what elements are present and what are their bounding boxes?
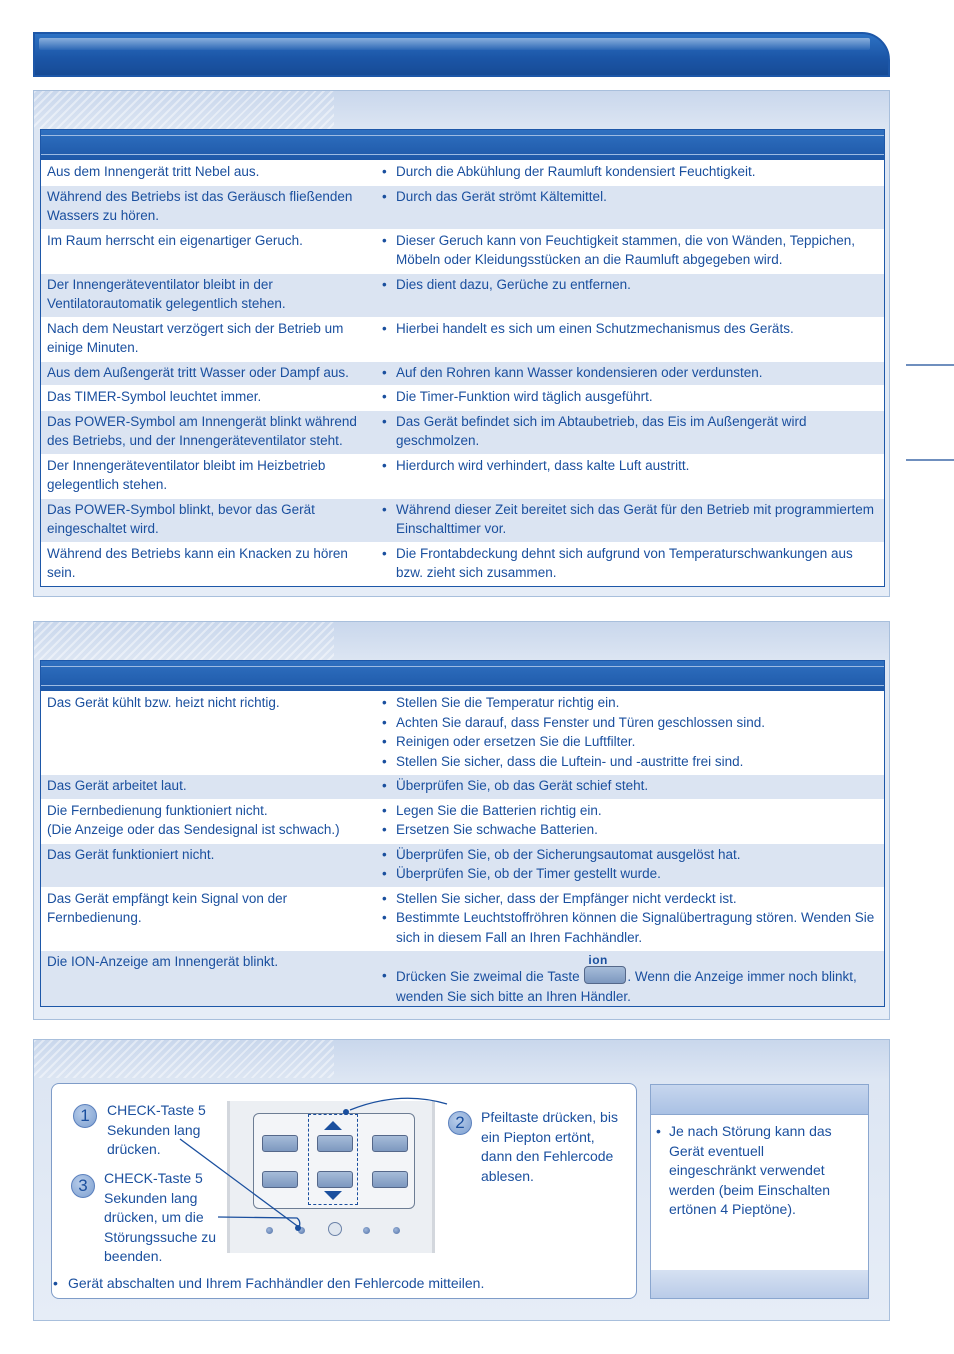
bullet: •: [382, 910, 387, 925]
issue-text: Das TIMER-Symbol leuchtet immer.: [47, 389, 262, 404]
issue-text: Das Gerät kühlt bzw. heizt nicht richtig.: [47, 695, 280, 710]
issue-text: Das POWER-Symbol am Innengerät blinkt während des Betriebs, und der Innengeräteventilator steht.: [47, 413, 357, 448]
bullet: •: [382, 714, 387, 730]
bullet: •: [382, 457, 387, 473]
step-number-1: 1: [73, 1104, 97, 1128]
issue-text: Im Raum herrscht ein eigenartiger Geruch.: [47, 232, 303, 248]
footer-note: Gerät abschalten und Ihrem Fachhändler den Fehlercode mitteilen.: [68, 1275, 485, 1291]
bullet: •: [382, 364, 387, 380]
issue-text: Aus dem Innengerät tritt Nebel aus.: [47, 164, 260, 179]
bullet: •: [382, 232, 387, 248]
side-note-text: Je nach Störung kann das Gerät eventuell eingeschränkt verwendet werden (beim Einschalten ertönen 4 Pieptöne).: [669, 1123, 832, 1217]
step3-text: CHECK-Taste 5 Sekunden lang drücken, um die Störungssuche zu beenden.: [104, 1170, 217, 1264]
issue-text: (Die Anzeige oder das Sendesignal ist schwach.): [47, 822, 340, 837]
bullet: •: [382, 695, 387, 710]
step-number-2: 2: [448, 1111, 472, 1135]
cause-text: Drücken Sie zweimal die Taste ion . Wenn die Anzeige immer noch blinkt, wenden Sie sich bitte an Ihren Händler.: [396, 953, 857, 1004]
cause-text: Die Frontabdeckung dehnt sich aufgrund von Temperaturschwankungen aus bzw. zieht sich zusammen.: [396, 545, 853, 580]
cause-text: Stellen Sie die Temperatur richtig ein.: [396, 695, 620, 710]
cause-text: Durch die Abkühlung der Raumluft kondensiert Feuchtigkeit.: [396, 164, 756, 179]
step2-text: Pfeiltaste drücken, bis ein Piepton ertönt, dann den Fehlercode ablesen.: [481, 1109, 618, 1184]
bullet: •: [382, 866, 387, 881]
cause-text: Stellen Sie sicher, dass die Luftein- und -austritte frei sind.: [396, 753, 744, 769]
bullet: •: [382, 320, 387, 336]
cause-text: Überprüfen Sie, ob der Sicherungsautomat ausgelöst hat.: [396, 846, 741, 862]
issue-text: Das POWER-Symbol blinkt, bevor das Gerät eingeschaltet wird.: [47, 501, 315, 536]
cause-text: Achten Sie darauf, dass Fenster und Türen geschlossen sind.: [396, 714, 765, 730]
bullet: •: [382, 968, 387, 983]
footer-bullet: •: [53, 1275, 58, 1291]
issue-text: Der Innengeräteventilator bleibt in der Ventilatorautomatik gelegentlich stehen.: [47, 276, 286, 311]
issue-text: Das Gerät arbeitet laut.: [47, 778, 187, 793]
cause-text: Dieser Geruch kann von Feuchtigkeit stammen, die von Wänden, Teppichen, Möbeln oder Kleidungsstücken an die Raumluft abgegeben wird.: [396, 232, 855, 267]
cause-text: Reinigen oder ersetzen Sie die Luftfilter.: [396, 734, 636, 749]
issue-text: Während des Betriebs kann ein Knacken zu hören sein.: [47, 545, 348, 580]
bullet: •: [382, 389, 387, 404]
step1-text: CHECK-Taste 5 Sekunden lang drücken.: [107, 1102, 206, 1157]
cause-text: Überprüfen Sie, ob der Timer gestellt wurde.: [396, 866, 661, 881]
issue-text: Die Fernbedienung funktioniert nicht.: [47, 802, 268, 818]
side-note-header: [651, 1085, 868, 1115]
bullet: •: [382, 778, 387, 793]
cause-text: Die Timer-Funktion wird täglich ausgeführt.: [396, 389, 653, 404]
side-note-bullet: •: [656, 1123, 661, 1139]
bullet: •: [382, 890, 387, 906]
issue-text: Während des Betriebs ist das Geräusch fließenden Wassers zu hören.: [47, 188, 353, 223]
bullet: •: [382, 501, 387, 517]
cause-text: Legen Sie die Batterien richtig ein.: [396, 802, 602, 818]
cause-text: Ersetzen Sie schwache Batterien.: [396, 822, 598, 837]
cause-text: Hierdurch wird verhindert, dass kalte Luft austritt.: [396, 457, 690, 473]
issue-text: Nach dem Neustart verzögert sich der Betrieb um einige Minuten.: [47, 320, 344, 355]
cause-text: Überprüfen Sie, ob das Gerät schief steht.: [396, 778, 649, 793]
bullet: •: [382, 413, 387, 429]
ion-key-label: ion: [588, 953, 608, 967]
bullet: •: [382, 188, 387, 204]
bullet: •: [382, 846, 387, 862]
bullet: •: [382, 802, 387, 818]
cause-text: Dies dient dazu, Gerüche zu entfernen.: [396, 276, 631, 292]
issue-cell: Die ION-Anzeige am Innengerät blinkt.: [47, 954, 279, 969]
cause-text: Während dieser Zeit bereitet sich das Gerät für den Betrieb mit programmiertem Einschalttimer vor.: [396, 501, 874, 536]
cause-text: Auf den Rohren kann Wasser kondensieren oder verdunsten.: [396, 364, 763, 380]
cause-text: Das Gerät befindet sich im Abtaubetrieb, das Eis im Außengerät wird geschmolzen.: [396, 413, 807, 448]
step-number-3: 3: [71, 1174, 95, 1198]
bullet: •: [382, 164, 387, 179]
bullet: •: [382, 276, 387, 292]
cause-text: Hierbei handelt es sich um einen Schutzmechanismus des Geräts.: [396, 320, 794, 336]
bullet: •: [382, 753, 387, 769]
issue-text: Das Gerät funktioniert nicht.: [47, 846, 215, 862]
cause-text: Durch das Gerät strömt Kältemittel.: [396, 188, 607, 204]
issue-text: Aus dem Außengerät tritt Wasser oder Dampf aus.: [47, 364, 349, 380]
bullet: •: [382, 545, 387, 561]
bullet: •: [382, 822, 387, 837]
side-note-footer: [651, 1270, 868, 1298]
issue-text: Das Gerät empfängt kein Signal von der Fernbedienung.: [47, 890, 288, 925]
cause-text: Bestimmte Leuchtstoffröhren können die Signalübertragung stören. Wenden Sie sich in diesem Fall an Ihren Fachhändler.: [396, 910, 875, 945]
cause-text: Stellen Sie sicher, dass der Empfänger nicht verdeckt ist.: [396, 890, 737, 906]
issue-text: Der Innengeräteventilator bleibt im Heizbetrieb gelegentlich stehen.: [47, 457, 326, 492]
bullet: •: [382, 734, 387, 749]
